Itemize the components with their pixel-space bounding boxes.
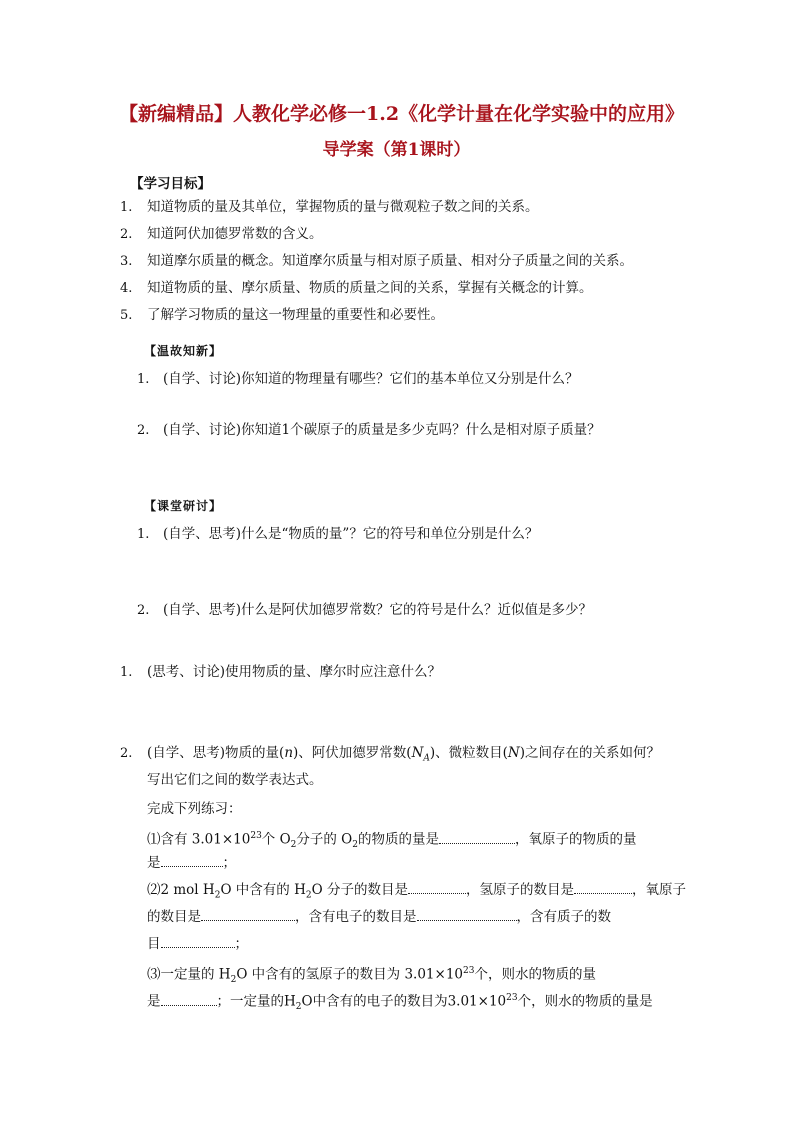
item-number: 2. [137, 423, 150, 438]
item-text: (自学、思考)什么是“物质的量”？它的符号和单位分别是什么？ [163, 526, 539, 542]
symbol-n: n [284, 745, 294, 761]
item-number: 1. [120, 665, 133, 680]
item-text: (自学、思考)什么是阿伏加德罗常数？它的符号是什么？近似值是多少？ [163, 602, 593, 618]
text-segment: ⑴含有 3.01×10 [147, 831, 251, 848]
item-text: (思考、讨论)使用物质的量、摩尔时应注意什么？ [147, 664, 442, 680]
text-segment: O中含有的电子的数目为3.01×10 [301, 993, 507, 1010]
text-segment: ； [234, 936, 248, 952]
text-segment: )之间存在的关系如何？ [519, 745, 661, 761]
classroom-heading: 【课堂研讨】 [144, 499, 223, 513]
text-segment: O 中含有的 H [220, 882, 306, 898]
item-text: (自学、讨论)你知道的物理量有哪些？它们的基本单位又分别是什么？ [163, 371, 579, 387]
symbol-na-sub: A [423, 753, 430, 764]
review-heading: 【温故知新】 [144, 344, 223, 358]
practice-3-line-2 [147, 989, 653, 1016]
text-segment: 是 [147, 855, 161, 871]
superscript: 23 [506, 993, 518, 1003]
text-segment: )、微粒数目( [429, 745, 508, 761]
text-segment: ⑶一定量的 H [147, 966, 231, 983]
practice-2-line-3 [147, 935, 248, 953]
text-segment: O 中含有的氢原子的数目为 3.01×10 [236, 966, 464, 983]
item-text: 知道阿伏加德罗常数的含义。 [147, 226, 323, 242]
title-line-2: 导学案（第1课时） [322, 140, 471, 160]
item-number: 1. [137, 372, 150, 387]
practice-1-line-2 [147, 854, 236, 872]
item-text: 了解学习物质的量这一物理量的重要性和必要性。 [147, 307, 444, 323]
text-segment: ，含有电子的数目是 [295, 909, 417, 925]
item-number: 2. [120, 227, 133, 242]
item-number: 3. [120, 254, 133, 269]
practice-2-line-2 [147, 908, 611, 926]
item-number: 4. [120, 281, 133, 296]
text-segment: (自学、思考)物质的量( [147, 745, 285, 761]
answer-blank[interactable] [161, 993, 217, 1006]
text-segment: ，氧原子的物质的量 [514, 831, 637, 848]
text-segment: ，含有质子的数 [516, 909, 611, 925]
text-segment: ；一定量的H [216, 993, 296, 1010]
item-text: 知道摩尔质量的概念。知道摩尔质量与相对原子质量、相对分子质量之间的关系。 [147, 253, 633, 269]
text-segment: 分子的 O [296, 831, 353, 848]
text-segment: 个，则水的物质的量是 [517, 993, 653, 1010]
subscript: 2 [295, 1002, 302, 1013]
text-segment: ，氢原子的数目是 [465, 882, 574, 898]
subscript: 2 [230, 975, 237, 986]
answer-blank[interactable] [408, 881, 466, 894]
item-text: (自学、讨论)你知道1个碳原子的质量是多少克吗？什么是相对原子质量？ [163, 422, 601, 438]
answer-blank[interactable] [201, 908, 295, 921]
superscript: 23 [463, 966, 475, 976]
superscript: 23 [250, 831, 262, 841]
question-4-line-2: 写出它们之间的数学表达式。 [147, 772, 323, 788]
subscript: 2 [214, 890, 221, 901]
symbol-na: N [411, 745, 424, 761]
practice-3-line-1 [147, 962, 596, 989]
item-number: 5. [120, 308, 133, 323]
text-segment: )、阿伏加德罗常数( [293, 745, 412, 761]
text-segment: 的物质的量是 [357, 831, 439, 848]
symbol-N: N [507, 745, 520, 761]
answer-blank[interactable] [417, 908, 517, 921]
item-text: 知道物质的量、摩尔质量、物质的质量之间的关系，掌握有关概念的计算。 [147, 280, 593, 296]
title-line-1: 【新编精品】人教化学必修一1.2《化学计量在化学实验中的应用》 [119, 103, 685, 125]
text-segment: ⑵2 mol H [147, 882, 215, 898]
text-segment: 目 [147, 936, 161, 952]
text-segment: 的数目是 [147, 909, 201, 925]
text-segment: O 分子的数目是 [311, 882, 408, 898]
text-segment: ； [222, 855, 236, 871]
answer-blank[interactable] [161, 935, 235, 948]
item-number: 2. [137, 603, 150, 618]
text-segment: 个，则水的物质的量 [474, 966, 596, 983]
subscript: 2 [305, 890, 312, 901]
text-segment: ，氧原子 [631, 882, 686, 898]
item-number: 2. [120, 746, 133, 761]
text-segment: 是 [147, 993, 161, 1010]
objectives-heading: 【学习目标】 [130, 176, 211, 192]
subscript: 2 [352, 840, 358, 851]
subscript: 2 [290, 840, 297, 851]
practice-1-line-1 [147, 827, 636, 854]
item-number: 1. [120, 200, 133, 215]
text-segment: 个 O [261, 831, 291, 848]
answer-blank[interactable] [439, 831, 515, 844]
item-number: 1. [137, 527, 150, 542]
answer-blank[interactable] [574, 881, 632, 894]
answer-blank[interactable] [161, 854, 223, 867]
practice-2-line-1 [147, 881, 686, 905]
item-text: 知道物质的量及其单位，掌握物质的量与微观粒子数之间的关系。 [147, 199, 539, 215]
question-4-line-1 [147, 744, 660, 768]
practice-title: 完成下列练习： [147, 801, 242, 817]
